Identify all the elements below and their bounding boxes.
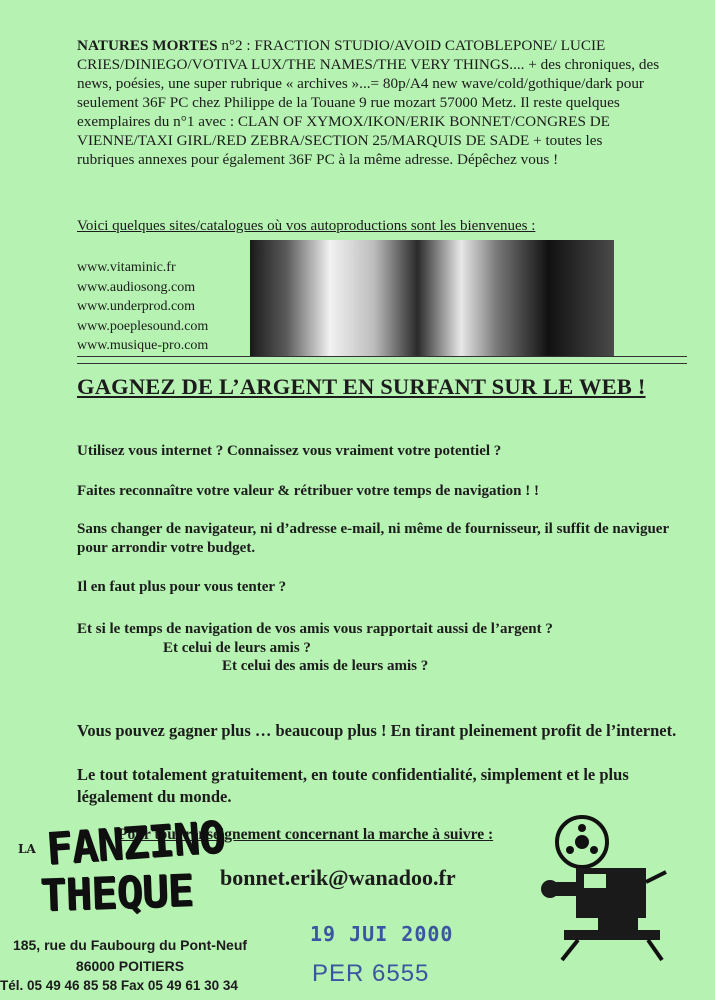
ad-paragraph: Il en faut plus pour vous tenter ? xyxy=(77,579,287,595)
sites-intro: Voici quelques sites/catalogues où vos autoproductions sont les bienvenues : xyxy=(77,218,536,234)
ad-paragraph: Et celui des amis de leurs amis ? xyxy=(222,658,429,674)
ad-paragraph: Le tout totalement gratuitement, en toute confidentialité, simplement et le plus légalement du monde. xyxy=(77,765,629,806)
ad-paragraph: Utilisez vous internet ? Connaissez vous vraiment votre potentiel ? xyxy=(77,443,502,459)
zine-body: n°2 : FRACTION STUDIO/AVOID CATOBLEPONE/ LUCIE CRIES/DINIEGO/VOTIVA LUX/THE NAMES/THE VERY THINGS.... + des chroniques, des news, poésies, une super rubrique « archives »...= 80p/A4 new wave/cold/gothique/dark pour seulement 36F PC chez Philippe de la Touane 9 rue mozart 57000 Metz. Il reste quelques exemplaires du n°1 avec : CLAN OF XYMOX/IKON/ERIK BONNET/CONGRES DE VIENNE/TAXI GIRL/RED ZEBRA/SECTION 25/MARQUIS DE SADE + toutes les rubriques annexes pour également 36F PC à la même adresse. Dépêchez vous ! xyxy=(77,37,660,168)
contact-email: bonnet.erik@wanadoo.fr xyxy=(220,865,456,890)
double-divider xyxy=(77,356,687,364)
site-item: www.audiosong.com xyxy=(77,279,196,295)
date-stamp: 19 JUI 2000 xyxy=(310,922,454,946)
film-projector-icon xyxy=(538,812,670,962)
stamp-la: LA xyxy=(18,842,36,856)
photo-image xyxy=(250,240,614,357)
sites-list xyxy=(77,258,208,356)
ad-headline: GAGNEZ DE L’ARGENT EN SURFANT SUR LE WEB ! xyxy=(77,374,646,399)
ad-paragraph: Sans changer de navigateur, ni d’adresse e-mail, ni même de fournisseur, il suffit de naviguer pour arrondir votre budget. xyxy=(77,521,669,556)
stamp-logo-top: FANZINO xyxy=(44,811,226,876)
ad-paragraph: Et si le temps de navigation de vos amis vous rapportait aussi de l’argent ? xyxy=(77,621,553,637)
ad-paragraph: Vous pouvez gagner plus … beaucoup plus ! En tirant pleinement profit de l’internet. xyxy=(77,721,677,740)
site-item: www.underprod.com xyxy=(77,299,196,315)
site-item: www.musique-pro.com xyxy=(77,338,209,354)
zine-announcement xyxy=(77,36,662,169)
stamp-logo-bottom: THEQUE xyxy=(39,865,194,922)
stamp-address-street: 185, rue du Faubourg du Pont-Neuf xyxy=(12,937,248,953)
contact-intro: Pour tout renseignement concernant la marche à suivre : xyxy=(118,826,494,843)
reference-number: PER 6555 xyxy=(312,960,430,987)
stamp-phone: Tél. 05 49 46 85 58 Fax 05 49 61 30 34 xyxy=(0,978,238,993)
ad-paragraph: Et celui de leurs amis ? xyxy=(163,640,311,656)
site-item: www.poeplesound.com xyxy=(77,318,209,334)
ad-paragraph: Faites reconnaître votre valeur & rétribuer votre temps de navigation ! ! xyxy=(77,483,539,499)
zine-title: NATURES MORTES xyxy=(77,37,218,54)
stamp-address-city: 86000 POITIERS xyxy=(75,958,185,974)
site-item: www.vitaminic.fr xyxy=(77,260,176,275)
